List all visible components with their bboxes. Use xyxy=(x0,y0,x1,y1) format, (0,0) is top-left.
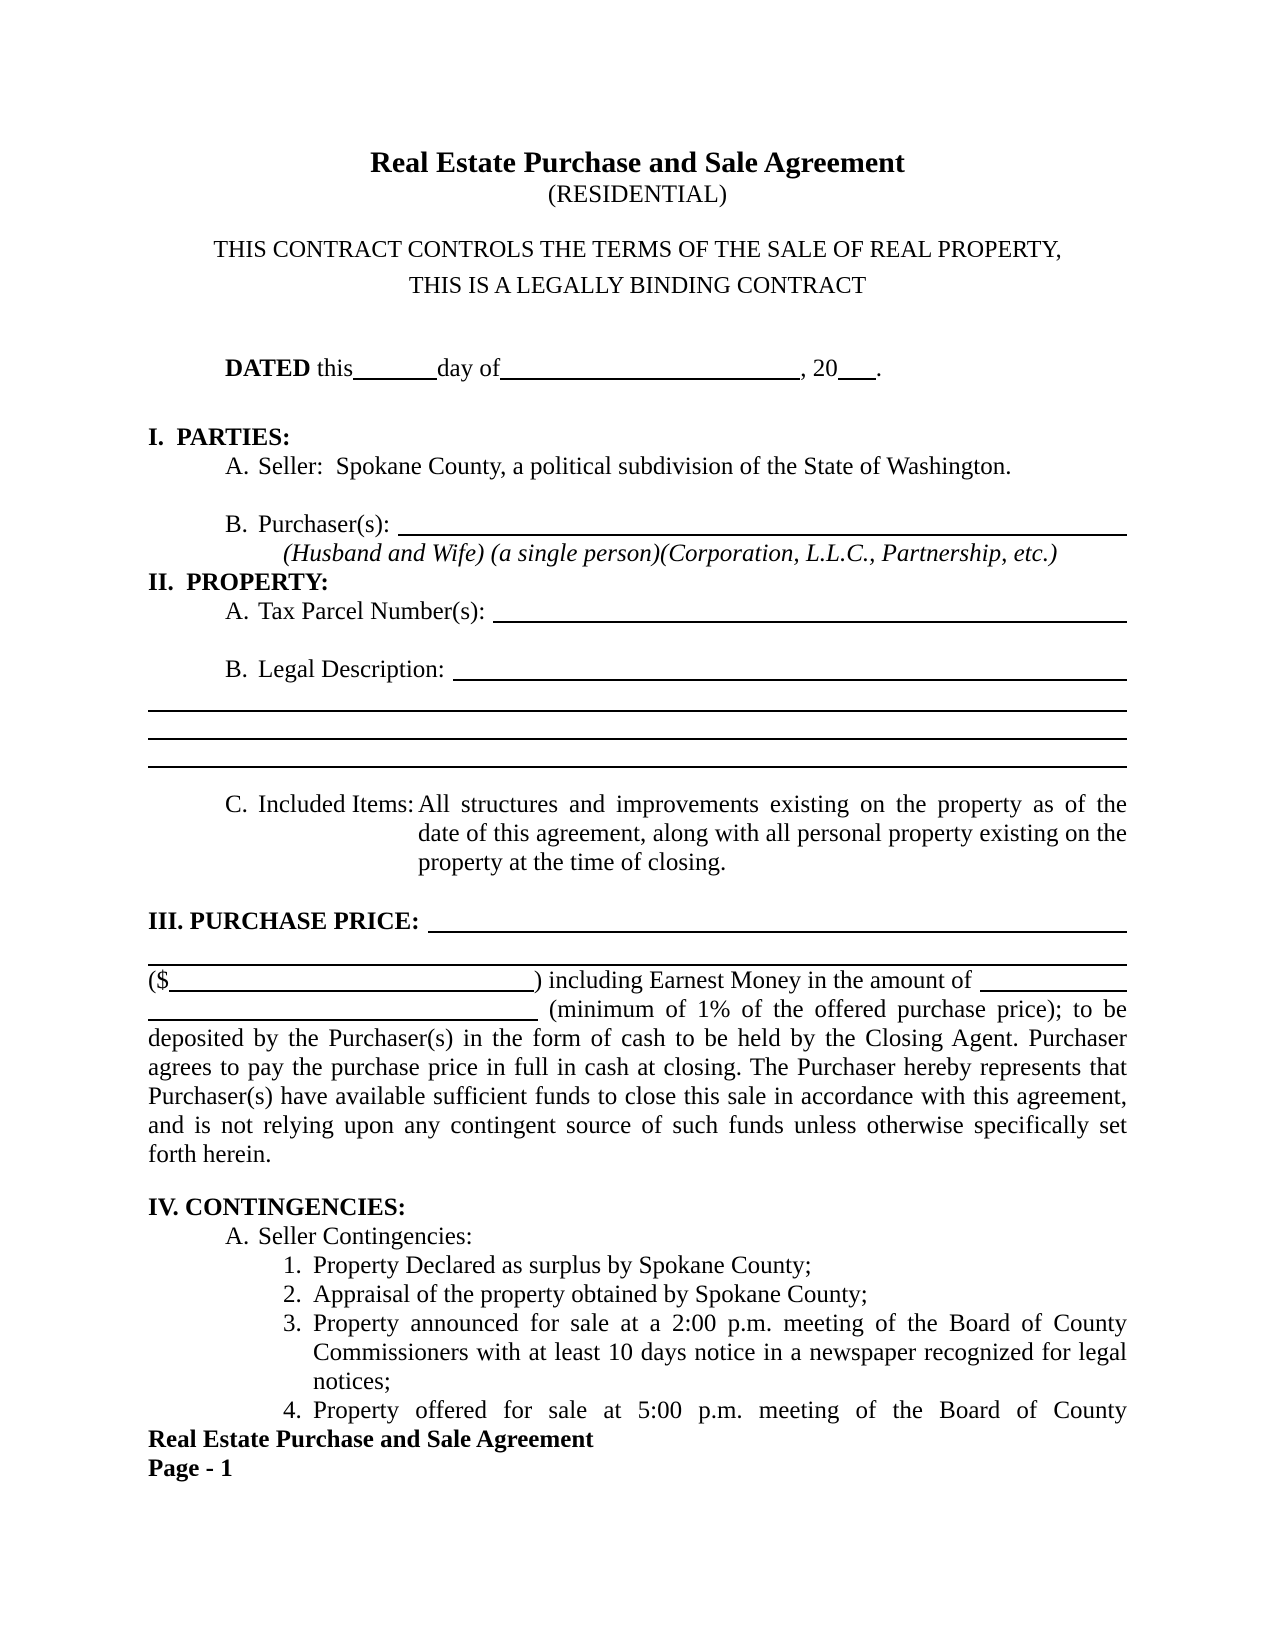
amount-open-paren: ($ xyxy=(148,967,169,994)
purchaser-note: (Husband and Wife) (a single person)(Corporation, L.L.C., Partnership, etc.) xyxy=(283,540,1058,567)
spacer xyxy=(148,626,1127,655)
amount-numeric-blank xyxy=(169,990,534,992)
seller-item-label: A. xyxy=(225,453,250,480)
seller-contingencies-label: A. xyxy=(225,1223,250,1250)
footer-title: Real Estate Purchase and Sale Agreement xyxy=(148,1426,594,1453)
included-items-label: C. xyxy=(225,791,248,818)
purchase-price-rule xyxy=(148,936,1127,966)
section-contingencies-heading: IV. CONTINGENCIES: xyxy=(148,1194,406,1221)
tax-parcel-item xyxy=(148,597,1127,626)
purchaser-item xyxy=(148,510,1127,539)
included-items-title: Included Items: xyxy=(258,791,415,818)
contingency-item-4 xyxy=(148,1396,1127,1425)
notice-line-2: THIS IS A LEGALLY BINDING CONTRACT xyxy=(408,273,867,299)
contingency-item-3 xyxy=(148,1309,1127,1396)
earnest-money-blank-2 xyxy=(148,1019,538,1021)
purchaser-name-blank xyxy=(398,534,1127,536)
document-subtitle: (RESIDENTIAL) xyxy=(547,181,728,208)
tax-parcel-blank xyxy=(493,621,1127,623)
seller-item xyxy=(148,452,1127,481)
notice-line-1: THIS CONTRACT CONTROLS THE TERMS OF THE SALE OF REAL PROPERTY, xyxy=(213,237,1062,263)
earnest-money-blank xyxy=(980,990,1127,992)
contingency-item-4-text: Property offered for sale at 5:00 p.m. meeting of the Board of County xyxy=(313,1397,1127,1424)
purchaser-item-label: B. xyxy=(225,511,248,538)
minimum-text: (minimum of 1% of the offered purchase price); to be xyxy=(548,996,1127,1023)
contingency-item-1-number: 1. xyxy=(283,1252,302,1279)
legal-description-blank xyxy=(453,679,1127,681)
dated-day-of: day of xyxy=(437,355,501,382)
purchaser-item-text: Purchaser(s): xyxy=(258,511,390,538)
year-blank xyxy=(838,378,876,380)
legal-description-rule-1 xyxy=(148,684,1127,712)
contingency-item-2-text: Appraisal of the property obtained by Spokane County; xyxy=(313,1281,868,1308)
legal-description-text: Legal Description: xyxy=(258,656,445,683)
legal-description-label: B. xyxy=(225,656,248,683)
tax-parcel-label: A. xyxy=(225,598,250,625)
included-items-item xyxy=(148,790,1127,877)
section-property-heading: II. PROPERTY: xyxy=(148,569,329,596)
earnest-money-text: ) including Earnest Money in the amount of xyxy=(533,967,972,994)
binding-contract-notice xyxy=(148,232,1127,304)
contingency-item-4-number: 4. xyxy=(283,1397,302,1424)
legal-description-item xyxy=(148,655,1127,684)
seller-item-text: Seller: Spokane County, a political subdivision of the State of Washington. xyxy=(258,453,1012,480)
dated-period: . xyxy=(875,355,882,382)
section-parties-heading: I. PARTIES: xyxy=(148,424,291,451)
spacer xyxy=(148,481,1127,510)
legal-description-rule-2 xyxy=(148,712,1127,740)
legal-description-rule-3 xyxy=(148,740,1127,768)
minimum-line xyxy=(148,995,1127,1024)
footer-page-number: Page - 1 xyxy=(148,1455,233,1482)
purchase-price-blank xyxy=(428,931,1127,933)
contingency-item-1-text: Property Declared as surplus by Spokane County; xyxy=(313,1252,812,1279)
earnest-money-line xyxy=(148,966,1127,995)
dated-year-prefix: , 20 xyxy=(800,355,838,382)
included-items-text: All structures and improvements existing on the property as of the date of this agreement, along with all personal property existing on the property at the time of closing. xyxy=(418,791,1127,876)
seller-contingencies-item xyxy=(148,1222,1127,1251)
month-blank xyxy=(500,378,800,380)
contingency-item-2-number: 2. xyxy=(283,1281,302,1308)
dated-line xyxy=(148,354,1127,383)
document-title: Real Estate Purchase and Sale Agreement xyxy=(370,146,905,179)
day-number-blank xyxy=(353,378,437,380)
purchase-price-paragraph: deposited by the Purchaser(s) in the form of cash to be held by the Closing Agent. Purchaser agrees to pay the purchase price in full in cash at closing. The Purchaser hereby represents that Purchaser(s) have available sufficient funds to close this sale in accordance with this agreement, and is not relying upon any contingent source of such funds unless otherwise specifically set forth herein. xyxy=(148,1025,1127,1168)
contingency-item-3-text: Property announced for sale at a 2:00 p.m. meeting of the Board of County Commissioners with at least 10 days notice in a newspaper recognized for legal notices; xyxy=(313,1310,1127,1395)
contingency-item-3-number: 3. xyxy=(283,1310,302,1337)
purchase-price-heading-row xyxy=(148,907,1127,936)
tax-parcel-text: Tax Parcel Number(s): xyxy=(258,598,486,625)
contingency-item-1 xyxy=(148,1251,1127,1280)
dated-label: DATED xyxy=(225,355,311,382)
seller-contingencies-text: Seller Contingencies: xyxy=(258,1223,473,1250)
section-purchase-price-heading: III. PURCHASE PRICE: xyxy=(148,908,420,935)
dated-this: this xyxy=(316,355,354,382)
contingency-item-2 xyxy=(148,1280,1127,1309)
